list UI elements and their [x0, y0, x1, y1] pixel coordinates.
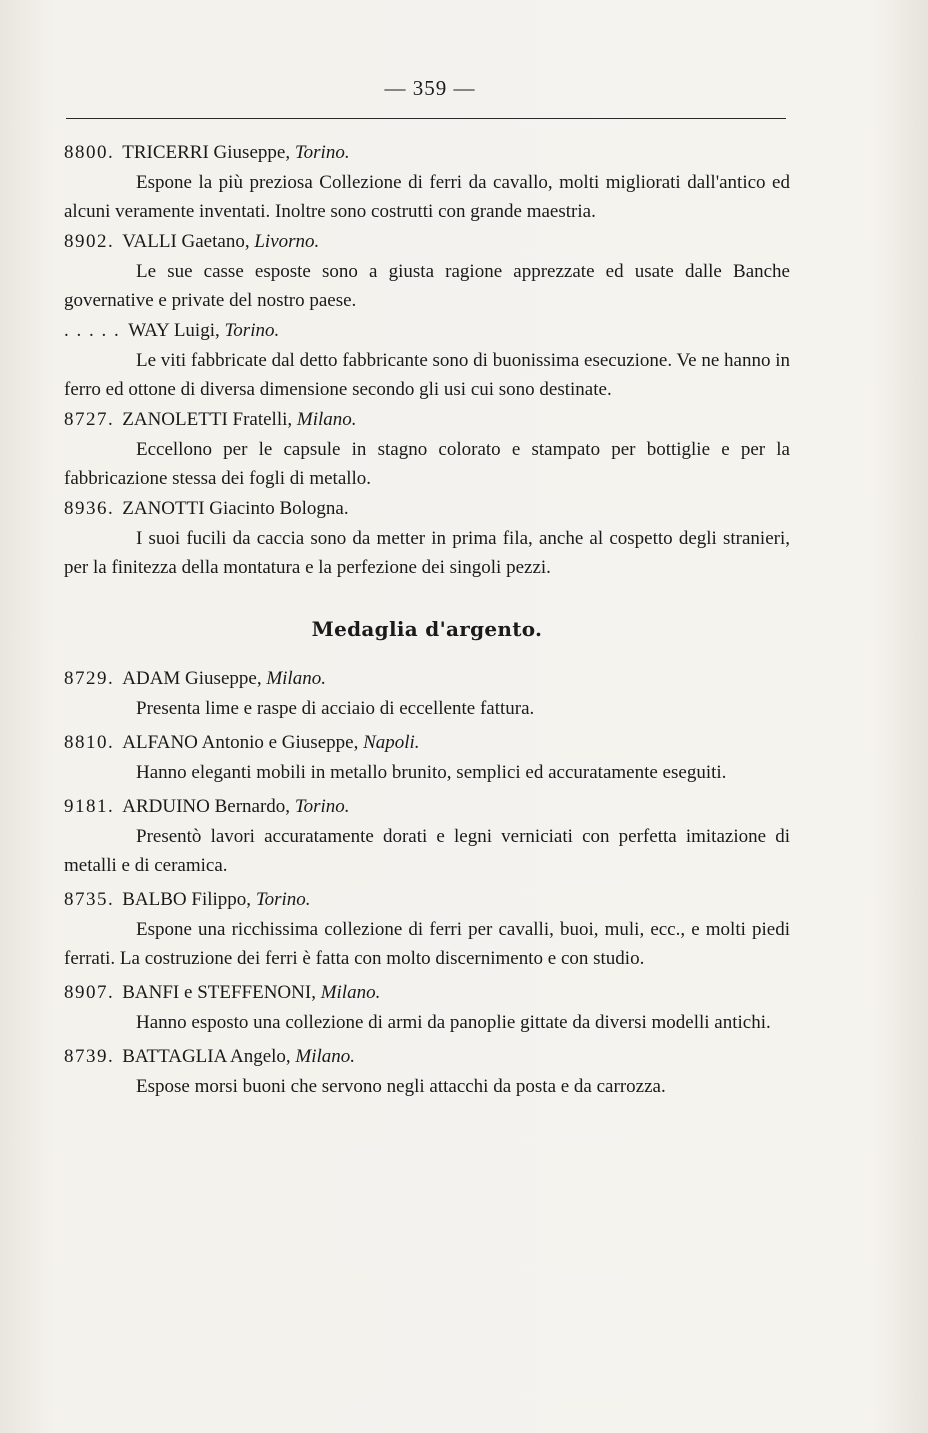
exhibitor-city: Torino. [294, 796, 350, 817]
entry-heading [64, 664, 790, 693]
entry-description: Hanno eleganti mobili in metallo brunito, semplici ed accuratamente eseguiti. [136, 762, 727, 783]
exhibitor-name: WAY Luigi, [128, 320, 220, 341]
entry-description: I suoi fucili da caccia sono da metter in prima fila, anche al cospetto degli stranieri, per la finitezza della montatura e la perfezione dei singoli pezzi. [64, 528, 790, 578]
page-content [64, 138, 790, 1101]
exhibitor-name: ZANOLETTI Fratelli, [122, 409, 293, 430]
entry-heading [64, 728, 790, 757]
entry-number: 8727. [64, 409, 115, 430]
entry [64, 664, 790, 723]
exhibitor-name: ZANOTTI Giacinto Bologna. [122, 498, 349, 519]
section-title: Medaglia d'argento. [311, 617, 543, 641]
exhibitor-name: BALBO Filippo, [122, 889, 252, 910]
exhibitor-name: BATTAGLIA Angelo, [122, 1046, 291, 1067]
entry-description: Eccellono per le capsule in stagno colorato e stampato per bottiglie e per la fabbricazione stessa dei fogli di metallo. [64, 439, 790, 489]
exhibitor-name: VALLI Gaetano, [122, 231, 250, 252]
entry-description: Espone una ricchissima collezione di ferri per cavalli, buoi, muli, ecc., e molti piedi ferrati. La costruzione dei ferri è fatta con molto discernimento e con studio. [64, 919, 790, 969]
exhibitor-city: Napoli. [363, 732, 420, 753]
entry-heading [64, 405, 790, 434]
entry-heading [64, 138, 790, 167]
exhibitor-city: Livorno. [254, 231, 320, 252]
entry [64, 885, 790, 973]
entry-heading [64, 885, 790, 914]
entry-description: Presentò lavori accuratamente dorati e legni verniciati con perfetta imitazione di metalli e di ceramica. [64, 826, 790, 876]
entry-number: 9181. [64, 796, 115, 817]
exhibitor-name: ADAM Giuseppe, [122, 668, 262, 689]
exhibitor-city: Milano. [296, 409, 357, 430]
entry-heading [64, 792, 790, 821]
entry-heading [64, 1042, 790, 1071]
exhibitor-city: Milano. [320, 982, 381, 1003]
entry-heading [64, 227, 790, 256]
entry-description: Espone la più preziosa Collezione di ferri da cavallo, molti migliorati dall'antico ed alcuni veramente inventati. Inoltre sono costrutti con grande maestria. [64, 172, 790, 222]
entry [64, 978, 790, 1037]
entry-number: 8739. [64, 1046, 115, 1067]
entry-number: . . . . . [64, 320, 121, 341]
entry-description: Espose morsi buoni che servono negli attacchi da posta e da carrozza. [136, 1076, 666, 1097]
entry-description: Le viti fabbricate dal detto fabbricante sono di buonissima esecuzione. Ve ne hanno in ferro ed ottone di diversa dimensione secondo gli usi cui sono destinate. [64, 350, 790, 400]
header-rule [66, 118, 786, 119]
entry [64, 792, 790, 880]
entry-heading [64, 494, 790, 523]
exhibitor-city: Torino. [255, 889, 311, 910]
entry-number: 8936. [64, 498, 115, 519]
exhibitor-name: ALFANO Antonio e Giuseppe, [122, 732, 359, 753]
entry [64, 316, 790, 404]
entry [64, 138, 790, 226]
entry-heading [64, 978, 790, 1007]
entry [64, 405, 790, 493]
entry [64, 227, 790, 315]
exhibitor-city: Milano. [266, 668, 326, 689]
entry-heading [64, 316, 790, 345]
entry-description: Le sue casse esposte sono a giusta ragione apprezzate ed usate dalle Banche governative e private del nostro paese. [64, 261, 790, 311]
page-number: — 359 — [384, 76, 476, 100]
entry-number: 8735. [64, 889, 115, 910]
entry-number: 8729. [64, 668, 115, 689]
exhibitor-name: TRICERRI Giuseppe, [122, 142, 291, 163]
entry-number: 8907. [64, 982, 115, 1003]
entry-number: 8902. [64, 231, 115, 252]
entry-description: Hanno esposto una collezione di armi da panoplie gittate da diversi modelli antichi. [136, 1012, 771, 1033]
exhibitor-city: Milano. [295, 1046, 356, 1067]
entry-number: 8810. [64, 732, 115, 753]
entry [64, 1042, 790, 1101]
exhibitor-name: ARDUINO Bernardo, [122, 796, 291, 817]
exhibitor-city: Torino. [224, 320, 280, 341]
exhibitor-city: Torino. [294, 142, 350, 163]
exhibitor-name: BANFI e STEFFENONI, [122, 982, 316, 1003]
entry-number: 8800. [64, 142, 115, 163]
entry [64, 494, 790, 582]
entry [64, 728, 790, 787]
entry-description: Presenta lime e raspe di acciaio di eccellente fattura. [136, 698, 535, 719]
